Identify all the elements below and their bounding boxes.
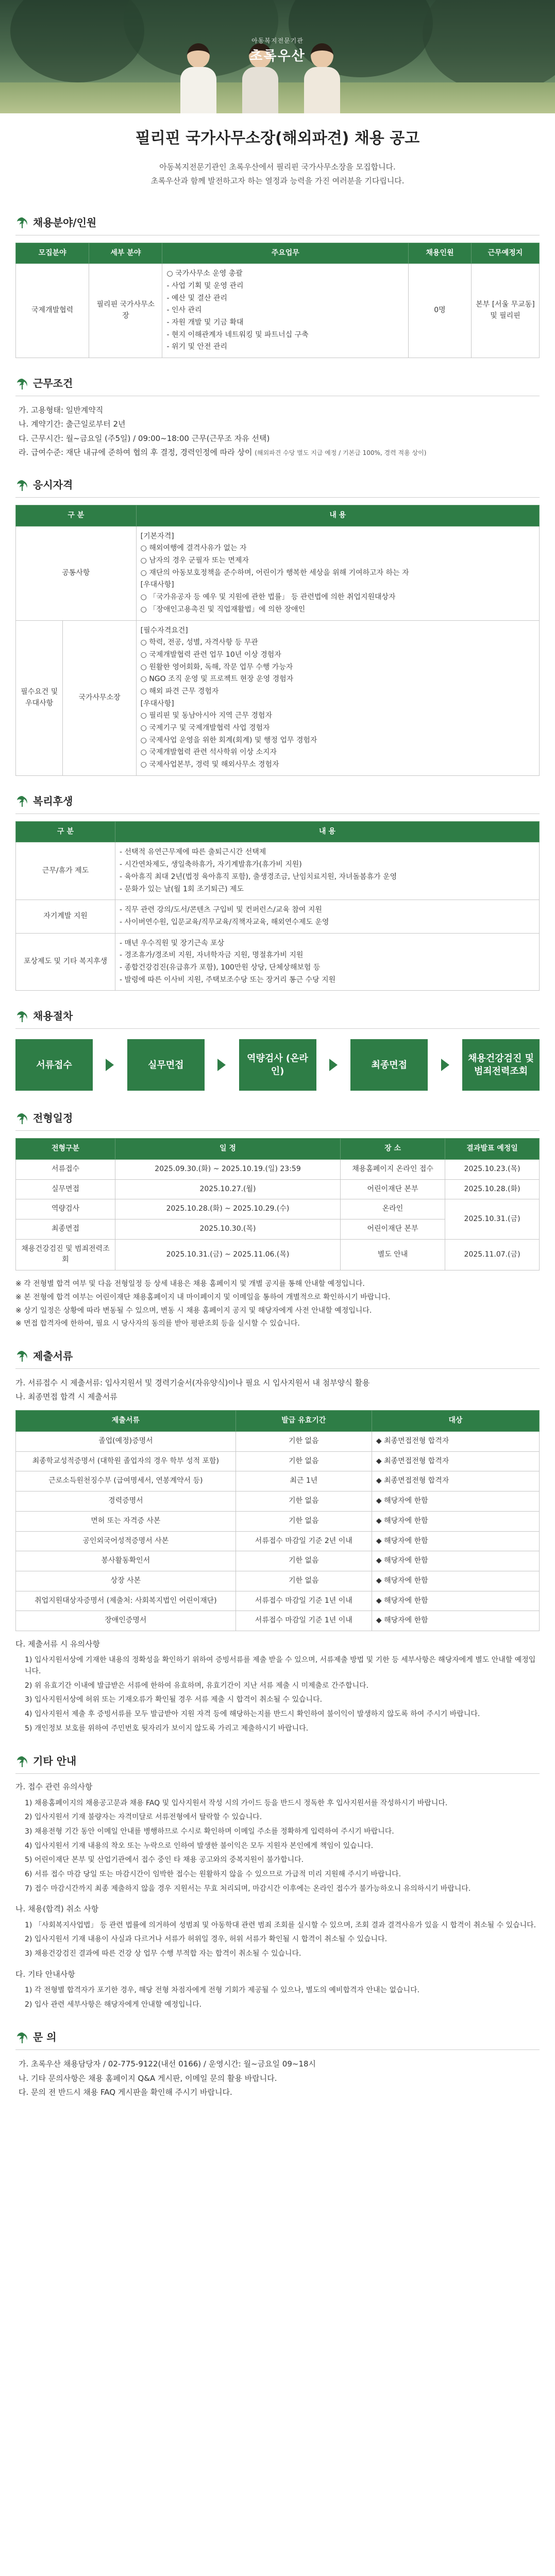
table-header: 주요업무	[162, 243, 409, 264]
document-name: 상장 사본	[16, 1571, 236, 1591]
welfare-label: 자기계발 지원	[16, 900, 115, 933]
document-name: 취업지원대상자증명서 (제출처: 사회복지법인 어린이재단)	[16, 1591, 236, 1611]
list-item: 5) 어린이재단 본부 및 산업기관에서 접수 중인 타 채용 공고와의 중복지원이 불가합니다.	[25, 1856, 304, 1865]
section-header	[15, 2029, 540, 2050]
hero-banner	[0, 0, 555, 113]
qualification-req-sublabel: 국가사무소장	[63, 620, 136, 775]
section-header	[15, 215, 540, 235]
list-item: - 직무 관련 강의/도서/콘텐츠 구입비 및 컨퍼런스/교육 참여 지원	[120, 906, 322, 914]
list-item: 2) 입사지원서 기재 내용이 사실과 다르거나 서류가 허위일 경우, 허위 서류가 확인될 시 합격이 취소될 수 있습니다.	[25, 1935, 388, 1944]
title-block	[0, 113, 555, 197]
document-valid: 기한 없음	[236, 1451, 372, 1471]
recruit-headcount: 0명	[409, 264, 472, 358]
document-valid: 기한 없음	[236, 1571, 372, 1591]
table-row	[16, 1160, 540, 1180]
table-row	[16, 842, 540, 900]
list-item: 3) 채용전형 기간 동안 이메일 안내를 병행하므로 수시로 확인하며 이메일 주소를 정확하게 입력하여 주시기 바랍니다.	[25, 1827, 394, 1836]
table-row	[16, 900, 540, 933]
list-item: ○ NGO 조직 운영 및 프로젝트 현장 운영 경험자	[140, 675, 294, 684]
list-item: - 자원 개발 및 기금 확대	[166, 318, 244, 327]
recruit-location: 본부 [서울 무교동] 및 필리핀	[471, 264, 539, 358]
document-valid: 최근 1년	[236, 1471, 372, 1492]
list-item: - 발령에 따른 이사비 지원, 주택보조수당 또는 장거리 통근 수당 지원	[120, 975, 336, 984]
section-contact	[0, 2029, 555, 2099]
list-item: 4) 입사지원서 기재 내용의 착오 또는 누락으로 인하여 발생한 불이익은 모두 지원자 본인에게 책임이 있습니다.	[25, 1841, 374, 1850]
list-item: ○ 국제개발협력 관련 석사학위 이상 소지자	[140, 748, 277, 757]
list-item: - 인사 관리	[166, 306, 202, 315]
list-item: 가. 서류접수 시 제출서류: 입사지원서 및 경력기술서(자유양식)이나 필요 시 입사지원서 내 첨부양식 활용	[15, 1378, 370, 1387]
list-item: ○ 국제사업 운영을 위한 회계(회계) 및 행정 업무 경험자	[140, 736, 317, 744]
etc-subtitle: 나. 채용(합격) 취소 사항	[15, 1904, 99, 1914]
list-item: ○ 원활한 영어회화, 독해, 작문 업무 수행 가능자	[140, 663, 293, 671]
process-step: 실무면접	[127, 1039, 205, 1091]
qualification-common	[136, 526, 539, 620]
table-header: 발급 유효기간	[236, 1411, 372, 1432]
list-item: [우대사항]	[140, 699, 174, 708]
section-title: 전형일정	[33, 1112, 73, 1125]
list-item: - 경조휴가/경조비 지원, 자녀학자금 지원, 명절휴가비 지원	[120, 951, 304, 960]
section-welfare	[0, 793, 555, 991]
table-header: 채용인원	[409, 243, 472, 264]
welfare-content	[115, 900, 540, 933]
list-item	[19, 446, 540, 460]
section-header	[15, 1008, 540, 1029]
table-header: 제출서류	[16, 1411, 236, 1432]
qualification-table	[15, 505, 540, 776]
etc-subtitle: 가. 접수 관련 유의사항	[15, 1782, 93, 1792]
document-name: 근로소득원천징수부 (급여명세서, 연봉계약서 등)	[16, 1471, 236, 1492]
table-row	[16, 1179, 540, 1199]
note-item: ※ 면접 합격자에 한하여, 필요 시 당사자의 동의를 받아 평판조회 등을 실시할 수 있습니다.	[15, 1319, 300, 1328]
list-item: 나. 기타 문의사항은 채용 홈페이지 Q&A 게시판, 이메일 문의 활용 바랍니다.	[19, 2073, 277, 2083]
document-target: ◆ 해당자에 한함	[372, 1591, 539, 1611]
schedule-notes	[15, 1278, 540, 1331]
table-row	[16, 933, 540, 991]
list-item: 2) 입사 관련 세부사항은 해당자에게 안내할 예정입니다.	[25, 2000, 202, 2009]
schedule-place: 어린이재단 본부	[340, 1179, 445, 1199]
list-item: - 종합건강검진(유급휴가 포함), 100만원 상당, 단체상해보험 등	[120, 963, 321, 972]
list-item: - 육아휴직 최대 2년(법정 육아휴직 포함), 출생경조금, 난임치료지원, 자녀돌봄휴가 운영	[120, 872, 397, 881]
process-step: 서류접수	[15, 1039, 93, 1091]
salary-text: 라. 급여수준: 재단 내규에 준하여 협의 후 결정, 경력인정에 따라 상이	[19, 447, 253, 457]
table-row	[16, 1199, 540, 1219]
documents-caution-title: 다. 제출서류 시 유의사항	[15, 1639, 100, 1649]
list-item: ○ 국제개발협력 관련 업무 10년 이상 경험자	[140, 650, 281, 659]
arrow-right-icon	[217, 1059, 226, 1071]
qualification-req	[136, 620, 539, 775]
document-target: ◆ 해당자에 한함	[372, 1551, 539, 1571]
welfare-content	[115, 842, 540, 900]
recruit-field: 국제개발협력	[16, 264, 89, 358]
table-header: 내 용	[136, 505, 539, 527]
process-flow	[15, 1036, 540, 1093]
section-header	[15, 793, 540, 814]
schedule-result: 2025.11.07.(금)	[445, 1239, 540, 1270]
table-header: 전형구분	[16, 1139, 115, 1160]
list-item: [필수자격요건]	[140, 626, 188, 635]
salary-note: (해외파견 수당 별도 지급 예정 / 기본급 100%, 경력 적용 상이)	[255, 449, 427, 456]
brand-logo-tagline: 아동복지전문기관	[251, 37, 304, 44]
document-name: 최종학교성적증명서 (대학원 졸업자의 경우 학부 성적 포함)	[16, 1451, 236, 1471]
list-item: ○ 해외여행에 결격사유가 없는 자	[140, 544, 247, 553]
schedule-result: 2025.10.31.(금)	[445, 1199, 540, 1239]
section-header	[15, 1348, 540, 1369]
list-item: 1) 각 전형별 합격자가 포기한 경우, 해당 전형 차점자에게 전형 기회가 제공될 수 있으나, 별도의 예비합격자 안내는 없습니다.	[25, 1986, 420, 1994]
list-item: ○ 남자의 경우 군필자 또는 면제자	[140, 556, 249, 565]
leaf-icon	[15, 1755, 29, 1768]
documents-table	[15, 1410, 540, 1631]
section-title: 제출서류	[33, 1349, 73, 1362]
schedule-date: 2025.10.31.(금) ~ 2025.11.06.(목)	[115, 1239, 341, 1270]
welfare-table	[15, 821, 540, 991]
list-item: 1) 「사회복지사업법」 등 관련 법률에 의거하여 성범죄 및 아동학대 관련 범죄 조회를 실시할 수 있으며, 조회 결과 결격사유가 있을 시 합격이 취소될 수 있습니다.	[25, 1921, 536, 1929]
list-item: ○ 필리핀 및 동남아시아 지역 근무 경험자	[140, 711, 272, 720]
table-row	[16, 1591, 540, 1611]
document-name: 졸업(예정)증명서	[16, 1432, 236, 1452]
table-row	[16, 526, 540, 620]
etc-list	[15, 1984, 540, 2012]
schedule-result: 2025.10.23.(목)	[445, 1160, 540, 1180]
list-item: 1) 채용홈페이지의 채용공고문과 채용 FAQ 및 입사지원서 작성 시의 가이드 등을 반드시 정독한 후 입사지원서를 작성하시기 바랍니다.	[25, 1799, 448, 1807]
welfare-label: 근무/휴가 제도	[16, 842, 115, 900]
document-valid: 기한 없음	[236, 1432, 372, 1452]
recruit-duties	[162, 264, 409, 358]
list-item: 나. 계약기간: 출근일로부터 2년	[19, 419, 126, 429]
hero-child-figure	[304, 43, 340, 113]
leaf-icon	[15, 1349, 29, 1363]
section-title: 문 의	[33, 2031, 57, 2044]
table-header: 대상	[372, 1411, 539, 1432]
table-row	[16, 1511, 540, 1531]
hero-tree	[423, 0, 555, 93]
list-item: - 사이버연수원, 입문교육/직무교육/직책자교육, 해외연수제도 운영	[120, 918, 329, 926]
table-row	[16, 1571, 540, 1591]
list-item: 6) 서류 접수 마감 당일 또는 마감시간이 임박한 접수는 원활하지 않을 수 있으므로 가급적 미리 지원해 주시기 바랍니다.	[25, 1870, 401, 1878]
list-item: - 선택적 유연근무제에 따른 출퇴근시간 선택제	[120, 848, 266, 857]
document-name: 장애인증명서	[16, 1611, 236, 1631]
document-target: ◆ 최종면접전형 합격자	[372, 1451, 539, 1471]
list-item: 2) 위 유효기간 이내에 발급받은 서류에 한하여 유효하며, 유효기간이 지난 서류 제출 시 미제출로 간주합니다.	[25, 1681, 369, 1690]
section-recruit	[0, 215, 555, 359]
note-item: ※ 상기 일정은 상황에 따라 변동될 수 있으며, 변동 시 채용 홈페이지 공지 및 해당자에게 사전 안내할 예정입니다.	[15, 1306, 372, 1315]
list-item: [기본자격]	[140, 532, 174, 540]
welfare-label: 포상제도 및 기타 복지후생	[16, 933, 115, 991]
brand-logo	[249, 36, 305, 66]
section-header	[15, 1110, 540, 1131]
table-row	[16, 1611, 540, 1631]
section-qualification	[0, 477, 555, 776]
document-name: 봉사활동확인서	[16, 1551, 236, 1571]
list-item: 5) 개인정보 보호를 위하여 주민번호 뒷자리가 보이지 않도록 가리고 제출하시기 바랍니다.	[25, 1724, 309, 1733]
leaf-icon	[15, 1010, 29, 1023]
section-title: 응시자격	[33, 479, 73, 491]
schedule-result: 2025.10.28.(화)	[445, 1179, 540, 1199]
section-title: 채용절차	[33, 1010, 73, 1023]
table-header: 일 정	[115, 1139, 341, 1160]
list-item: 4) 입사지원서 제출 후 증빙서류를 모두 발급받아 지원 자격 등에 해당하는지를 반드시 확인하여 불이익이 발생하지 않도록 하여 주시기 바랍니다.	[25, 1709, 480, 1718]
list-item: 3) 입사지원서상에 허위 또는 기재오류가 확인될 경우 서류 제출 시 합격이 취소될 수 있습니다.	[25, 1696, 323, 1704]
brand-logo-name: 초록우산	[249, 48, 306, 64]
page-title: 필리핀 국가사무소장(해외파견) 채용 공고	[135, 129, 420, 147]
document-valid: 서류접수 마감일 기준 1년 이내	[236, 1611, 372, 1631]
schedule-stage: 서류접수	[16, 1160, 115, 1180]
table-row	[16, 620, 540, 775]
leaf-icon	[15, 2031, 29, 2044]
arrow-right-icon	[441, 1059, 449, 1071]
documents-cautions	[15, 1653, 540, 1736]
leaf-icon	[15, 377, 29, 391]
qualification-common-label: 공통사항	[16, 526, 137, 620]
process-step: 채용건강검진 및 범죄전력조회	[462, 1039, 540, 1091]
list-item: ○ 재단의 아동보호정책을 준수하며, 어린이가 행복한 세상을 위해 기여하고자 하는 자	[140, 568, 409, 577]
table-row	[16, 1239, 540, 1270]
document-target: ◆ 최종면접전형 합격자	[372, 1471, 539, 1492]
section-documents	[0, 1348, 555, 1736]
list-item: 3) 채용건강검진 결과에 따른 건강 상 업무 수행 부적합 자는 합격이 취소될 수 있습니다.	[25, 1950, 301, 1958]
list-item: 다. 근무시간: 월~금요일 (주5일) / 09:00~18:00 근무(근무조 자유 선택)	[19, 433, 270, 443]
section-process	[0, 1008, 555, 1093]
table-header: 근무예정지	[471, 243, 539, 264]
schedule-place: 온라인	[340, 1199, 445, 1219]
section-header	[15, 1753, 540, 1774]
list-item: ○ 국제기구 및 국제개발협력 사업 경험자	[140, 724, 270, 732]
document-name: 경력증명서	[16, 1492, 236, 1512]
list-item: - 위기 및 안전 관리	[166, 343, 227, 351]
table-header: 구 분	[16, 505, 137, 527]
document-target: ◆ 해당자에 한함	[372, 1531, 539, 1551]
list-item: - 문화가 있는 날(월 1회 조기퇴근) 제도	[120, 885, 244, 893]
schedule-date: 2025.10.27.(월)	[115, 1179, 341, 1199]
schedule-stage: 역량검사	[16, 1199, 115, 1219]
welfare-content	[115, 933, 540, 991]
document-name: 면허 또는 자격증 사본	[16, 1511, 236, 1531]
section-schedule	[0, 1110, 555, 1331]
document-target: ◆ 해당자에 한함	[372, 1571, 539, 1591]
list-item: ○ 「국가유공자 등 예우 및 지원에 관한 법률」 등 관련법에 의한 취업지원대상자	[140, 593, 396, 602]
list-item: - 현지 이해관계자 네트워킹 및 파트너십 구축	[166, 330, 309, 339]
schedule-stage: 채용건강검진 및 범죄전력조회	[16, 1239, 115, 1270]
table-header: 구 분	[16, 821, 115, 842]
leaf-icon	[15, 216, 29, 229]
table-row	[16, 1551, 540, 1571]
section-title: 근무조건	[33, 377, 73, 389]
note-item: ※ 각 전형별 합격 여부 및 다음 전형일정 등 상세 내용은 채용 홈페이지 및 개별 공지를 통해 안내할 예정입니다.	[15, 1280, 365, 1289]
schedule-date: 2025.09.30.(화) ~ 2025.10.19.(일) 23:59	[115, 1160, 341, 1180]
document-target: ◆ 해당자에 한함	[372, 1611, 539, 1631]
table-header: 모집분야	[16, 243, 89, 264]
list-item: - 예산 및 결산 관리	[166, 294, 227, 302]
schedule-place: 채용홈페이지 온라인 접수	[340, 1160, 445, 1180]
document-valid: 기한 없음	[236, 1492, 372, 1512]
document-valid: 서류접수 마감일 기준 2년 이내	[236, 1531, 372, 1551]
table-header: 장 소	[340, 1139, 445, 1160]
list-item: ○ 해외 파견 근무 경험자	[140, 687, 219, 696]
list-item: - 시간연차제도, 생일축하휴가, 자기계발휴가(휴가비 지원)	[120, 860, 302, 869]
leaf-icon	[15, 794, 29, 808]
contact-list	[15, 2057, 540, 2099]
schedule-place: 별도 안내	[340, 1239, 445, 1270]
document-target: ◆ 최종면접전형 합격자	[372, 1432, 539, 1452]
table-row	[16, 1451, 540, 1471]
etc-list	[15, 1919, 540, 1961]
section-title: 복리후생	[33, 794, 73, 807]
etc-subtitle: 다. 기타 안내사항	[15, 1969, 75, 1979]
table-row	[16, 264, 540, 358]
etc-list	[15, 1797, 540, 1896]
leaf-icon	[15, 1112, 29, 1125]
table-header: 결과발표 예정일	[445, 1139, 540, 1160]
list-item: 나. 최종면접 합격 시 제출서류	[15, 1392, 117, 1402]
list-item: 7) 접수 마감시간까지 최종 제출하지 않을 경우 지원서는 무효 처리되며, 마감시간 이후에는 온라인 접수가 불가능하오니 유의하시기 바랍니다.	[25, 1884, 471, 1893]
recruit-table	[15, 243, 540, 359]
table-row	[16, 1432, 540, 1452]
section-conditions	[0, 376, 555, 460]
table-row	[16, 1492, 540, 1512]
section-title: 기타 안내	[33, 1755, 77, 1768]
table-row	[16, 1471, 540, 1492]
table-header: 세부 분야	[89, 243, 162, 264]
document-valid: 기한 없음	[236, 1551, 372, 1571]
schedule-stage: 실무면접	[16, 1179, 115, 1199]
list-item: - 매년 우수직원 및 장기근속 포상	[120, 939, 225, 947]
qualification-req-label: 필수요건 및 우대사항	[16, 620, 63, 775]
schedule-date: 2025.10.30.(목)	[115, 1219, 341, 1240]
document-target: ◆ 해당자에 한함	[372, 1511, 539, 1531]
process-step: 역량검사 (온라인)	[239, 1039, 316, 1091]
document-valid: 서류접수 마감일 기준 1년 이내	[236, 1591, 372, 1611]
documents-intro	[15, 1376, 540, 1404]
table-header: 내 용	[115, 821, 540, 842]
document-valid: 기한 없음	[236, 1511, 372, 1531]
arrow-right-icon	[106, 1059, 114, 1071]
section-etc	[0, 1753, 555, 2012]
schedule-table	[15, 1138, 540, 1270]
recruit-subfield: 필리핀 국가사무소장	[89, 264, 162, 358]
schedule-stage: 최종면접	[16, 1219, 115, 1240]
list-item: ○ 「장애인고용촉진 및 직업재활법」에 의한 장애인	[140, 605, 306, 614]
list-item: ○ 국제사업본부, 경력 및 해외사무소 경험자	[140, 760, 279, 769]
list-item: [우대사항]	[140, 581, 174, 589]
conditions-list	[15, 403, 540, 460]
intro-line: 초록우산과 함께 발전하고자 하는 열정과 능력을 가진 여러분을 기다립니다.	[150, 176, 405, 185]
list-item: 1) 입사지원서상에 기재한 내용의 정확성을 확인하기 위하여 증빙서류를 제출 받을 수 있으며, 서류제출 방법 및 기한 등 세부사항은 해당자에게 별도 안내할 예정입니다.	[25, 1656, 536, 1675]
list-item: ○ 국가사무소 운영 총괄	[166, 269, 243, 278]
list-item: 가. 초록우산 채용담당자 / 02-775-9122(내선 0166) / 운영시간: 월~금요일 09~18시	[19, 2059, 316, 2069]
section-header	[15, 376, 540, 396]
list-item: 가. 고용형태: 일반계약직	[19, 405, 104, 415]
arrow-right-icon	[329, 1059, 338, 1071]
list-item: 2) 입사지원서 기재 불량자는 자격미달로 서류전형에서 탈락할 수 있습니다.	[25, 1813, 262, 1822]
section-title: 채용분야/인원	[33, 216, 97, 229]
note-item: ※ 본 전형에 합격 여부는 어린이재단 채용홈페이지 내 마이페이지 및 이메일을 통하여 개별적으로 확인하시기 바랍니다.	[15, 1293, 391, 1301]
document-name: 공인외국어성적증명서 사본	[16, 1531, 236, 1551]
section-header	[15, 477, 540, 498]
list-item: 다. 문의 전 반드시 채용 FAQ 게시판을 확인해 주시기 바랍니다.	[19, 2087, 232, 2097]
schedule-date: 2025.10.28.(화) ~ 2025.10.29.(수)	[115, 1199, 341, 1219]
table-row	[16, 1531, 540, 1551]
process-step: 최종면접	[350, 1039, 428, 1091]
document-target: ◆ 해당자에 한함	[372, 1492, 539, 1512]
list-item: ○ 학력, 전공, 성별, 자격사항 등 무관	[140, 638, 258, 647]
intro-line: 아동복지전문기관인 초록우산에서 필리핀 국가사무소장을 모집합니다.	[159, 162, 396, 172]
list-item: - 사업 기획 및 운영 관리	[166, 281, 244, 290]
schedule-place: 어린이재단 본부	[340, 1219, 445, 1240]
leaf-icon	[15, 479, 29, 492]
hero-child-figure	[180, 43, 216, 113]
